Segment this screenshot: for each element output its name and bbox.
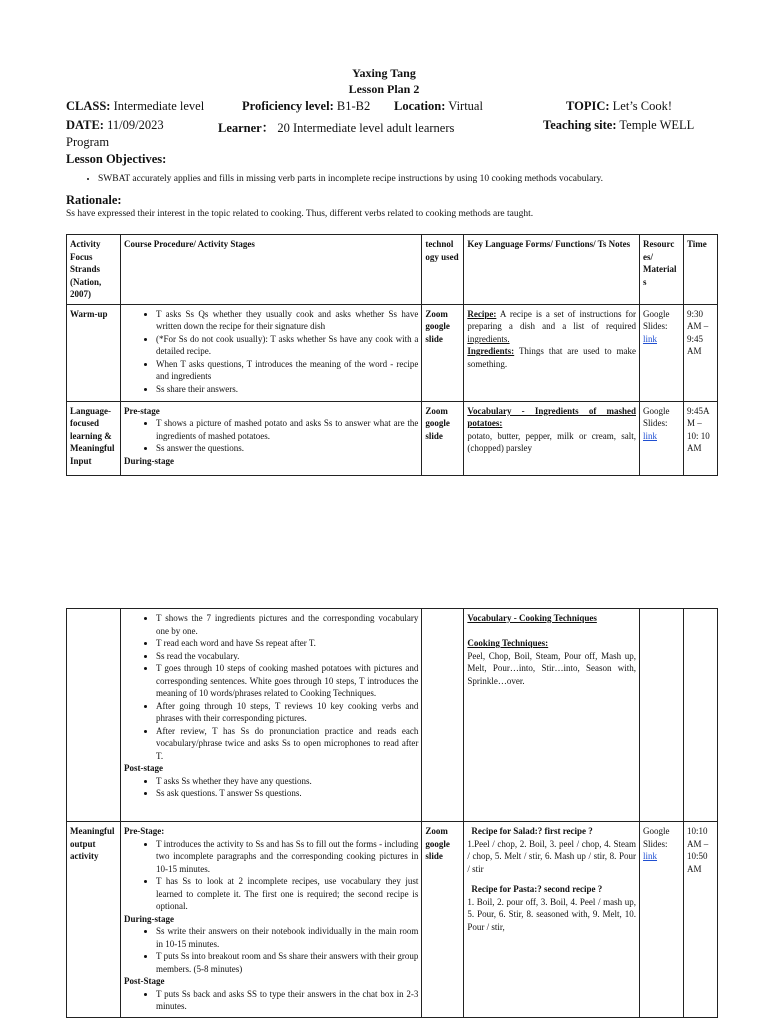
- topic-label: TOPIC:: [566, 99, 610, 113]
- list-item: • Ss answer the questions.: [156, 442, 418, 455]
- continued-strand: [67, 609, 121, 822]
- salad-recipe-title: Recipe for Salad:? first recipe ?: [471, 826, 593, 836]
- resource-label: Google Slides:: [642, 308, 670, 331]
- continued-procedure: [120, 609, 421, 822]
- col-header-language: Key Language Forms/ Functions/ Ts Notes: [464, 235, 640, 305]
- teaching-site-field: [543, 118, 694, 133]
- language-row: [67, 401, 718, 475]
- proficiency-value: B1-B2: [336, 99, 371, 113]
- list-item: • T asks Ss Qs whether they usually cook and asks whether Ss have written down the recipe for their signature dish: [156, 308, 418, 333]
- language-tech: Zoom google slide: [422, 401, 464, 475]
- class-label: CLASS:: [66, 99, 111, 113]
- teaching-site-continued: Program: [66, 135, 110, 149]
- class-field: [66, 99, 204, 114]
- lesson-table-part1: [66, 234, 718, 476]
- col-header-time: Time: [683, 235, 717, 305]
- continued-notes: [464, 609, 640, 822]
- location-label: Location:: [394, 99, 446, 113]
- pre-stage-label: Pre-Stage:: [123, 826, 165, 836]
- list-item: • After going through 10 steps, T reviews 10 key cooking verbs and phrases with their corresponding pictures.: [156, 700, 418, 725]
- list-item: • (*For Ss do not cook usually): T asks whether Ss have any cook with a detailed recipe.: [156, 333, 418, 358]
- lesson-table-part2: [66, 608, 718, 1018]
- resource-label: Google Slides:: [643, 826, 670, 849]
- rationale-title: Rationale:: [66, 193, 122, 207]
- list-item: • Ss read the vocabulary.: [156, 650, 418, 663]
- output-time: 10:10 AM – 10:50 AM: [683, 822, 717, 1018]
- learner-label: Learner：: [218, 121, 275, 135]
- ingredients-definition: Things that are used to make something.: [467, 346, 636, 369]
- slides-link[interactable]: link: [643, 851, 658, 861]
- learner-value: 20 Intermediate level adult learners: [277, 121, 455, 135]
- salad-recipe-text: 1.Peel / chop, 2. Boil, 3. peel / chop, 4. Steam / chop, 5. Melt / stir, 6. Mash up / stir, 8. Pour / stir: [467, 838, 637, 874]
- warmup-row: [67, 304, 718, 401]
- list-item: • T shows the 7 ingredients pictures and the corresponding vocabulary one by one.: [156, 612, 418, 637]
- language-strand: Language-focused learning & Meaningful Input: [67, 401, 121, 475]
- list-item: • T asks Ss whether they have any questions.: [156, 775, 418, 788]
- date-field: [66, 118, 164, 133]
- slides-link[interactable]: link: [642, 333, 657, 344]
- col-header-resources: Resourc es/ Material s: [639, 235, 683, 305]
- proficiency-field: [242, 99, 370, 114]
- class-value: Intermediate level: [113, 99, 205, 113]
- recipe-definition: A recipe is a set of instructions for preparing a dish and a list of required: [467, 308, 636, 331]
- output-resources: [640, 822, 684, 1018]
- list-item: • Ss ask questions. T answer Ss questions.: [156, 787, 418, 800]
- continued-tech: [422, 609, 464, 822]
- output-row: [67, 822, 718, 1018]
- slides-link[interactable]: link: [642, 430, 657, 441]
- output-tech: Zoom google slide: [422, 822, 464, 1018]
- during-stage-label: During-stage: [123, 455, 174, 466]
- rationale-text: Ss have expressed their interest in the topic related to cooking. Thus, different verbs related to cooking methods are taught.: [66, 209, 534, 219]
- list-item: • Ss share their answers.: [156, 383, 418, 396]
- list-item: • T puts Ss back and asks SS to type their answers in the chat box in 2-3 minutes.: [156, 988, 418, 1013]
- list-item: • After review, T has Ss do pronunciation practice and reads each vocabulary/phrase twice and asks Ss to open microphones to read after T.: [156, 725, 418, 763]
- list-item: • T goes through 10 steps of cooking mashed potatoes with pictures and corresponding sentences. White goes through 10 steps, T introduces the meaning of 10 words/phrases related to Cooking Techniques.: [156, 662, 418, 700]
- warmup-time: 9:30 AM – 9:45 AM: [683, 304, 717, 401]
- post-stage-label: Post-Stage: [123, 976, 165, 986]
- list-item: • When T asks questions, T introduces the meaning of the word - recipe and ingredients: [156, 358, 418, 383]
- warmup-strand: Warm-up: [67, 304, 121, 401]
- list-item: • T has Ss to look at 2 incomplete recipes, use vocabulary they just learned to complete it. The first one is required; the second recipe is optional.: [156, 875, 418, 913]
- author-name: Yaxing Tang: [352, 66, 416, 80]
- location-field: [394, 99, 483, 114]
- col-header-technology: technol ogy used: [422, 235, 464, 305]
- vocab-techniques-title: Vocabulary - Cooking Techniques: [467, 613, 597, 623]
- list-item: • T shows a picture of mashed potato and asks Ss to answer what are the ingredients of mashed potatoes.: [156, 417, 418, 442]
- list-item: • Ss write their answers on their notebook individually in the main room in 10-15 minutes.: [156, 925, 418, 950]
- proficiency-label: Proficiency level:: [242, 99, 334, 113]
- during-stage-label: During-stage: [123, 913, 174, 924]
- output-procedure: [120, 822, 421, 1018]
- output-strand: Meaningful output activity: [67, 822, 121, 1018]
- pre-stage-label: Pre-stage: [123, 405, 160, 416]
- topic-value: Let’s Cook!: [612, 99, 673, 113]
- list-item: • T puts Ss into breakout room and Ss share their answers with their group members. (5-8 minutes): [156, 950, 418, 975]
- teaching-site-value: Temple WELL: [619, 118, 695, 132]
- vocab-ingredients-text: potato, butter, pepper, milk or cream, salt, (chopped) parsley: [467, 430, 636, 453]
- language-resources: [639, 401, 683, 475]
- lesson-plan-title: Lesson Plan 2: [348, 82, 420, 96]
- cooking-techniques-title: Cooking Techniques:: [467, 638, 549, 648]
- resource-label: Google Slides:: [642, 405, 670, 428]
- warmup-procedure: [120, 304, 421, 401]
- warmup-resources: [639, 304, 683, 401]
- objectives-title: Lesson Objectives:: [66, 152, 167, 166]
- recipe-term: Recipe:: [467, 308, 497, 319]
- objectives-list: [66, 174, 758, 184]
- language-procedure: [120, 401, 421, 475]
- pasta-recipe-title: Recipe for Pasta:? second recipe ?: [471, 884, 603, 894]
- recipe-definition-end: ingredients.: [467, 333, 510, 344]
- date-label: DATE:: [66, 118, 104, 132]
- continued-time: [683, 609, 717, 822]
- teaching-site-label: Teaching site:: [543, 118, 617, 132]
- language-time: 9:45A M – 10: 10 AM: [683, 401, 717, 475]
- learner-field: [218, 118, 454, 136]
- post-stage-label: Post-stage: [123, 763, 163, 773]
- language-notes: [464, 401, 640, 475]
- vocab-ingredients-title: Vocabulary - Ingredients of mashed potatoes:: [467, 405, 636, 428]
- warmup-language: [464, 304, 640, 401]
- date-value: 11/09/2023: [107, 118, 164, 132]
- col-header-procedure: Course Procedure/ Activity Stages: [120, 235, 421, 305]
- continued-row: [67, 609, 718, 822]
- objective-item: • SWBAT accurately applies and fills in missing verb parts in incomplete recipe instructions by using 10 cooking methods vocabulary.: [98, 174, 758, 184]
- col-header-strand: Activity Focus Strands (Nation, 2007): [67, 235, 121, 305]
- output-notes: [464, 822, 640, 1018]
- list-item: • T introduces the activity to Ss and has Ss to fill out the forms - including two incomplete paragraphs and the corresponding cooking pictures in 10-15 minutes.: [156, 838, 418, 876]
- warmup-tech: Zoom google slide: [422, 304, 464, 401]
- ingredients-term: Ingredients:: [467, 346, 515, 356]
- pasta-recipe-text: 1. Boil, 2. pour off, 3. Boil, 4. Peel / mash up, 5. Pour, 6. Stir, 8. seasoned with, 9. Melt, 10. Pour / stir,: [467, 896, 637, 932]
- continued-resources: [640, 609, 684, 822]
- table-header-row: [67, 235, 718, 305]
- topic-field: [566, 99, 672, 114]
- location-value: Virtual: [448, 99, 483, 113]
- cooking-techniques-text: Peel, Chop, Boil, Steam, Pour off, Mash up, Melt, Pour…into, Stir…into, Season with, Sprinkle…over.: [467, 650, 637, 686]
- list-item: • T read each word and have Ss repeat after T.: [156, 637, 418, 650]
